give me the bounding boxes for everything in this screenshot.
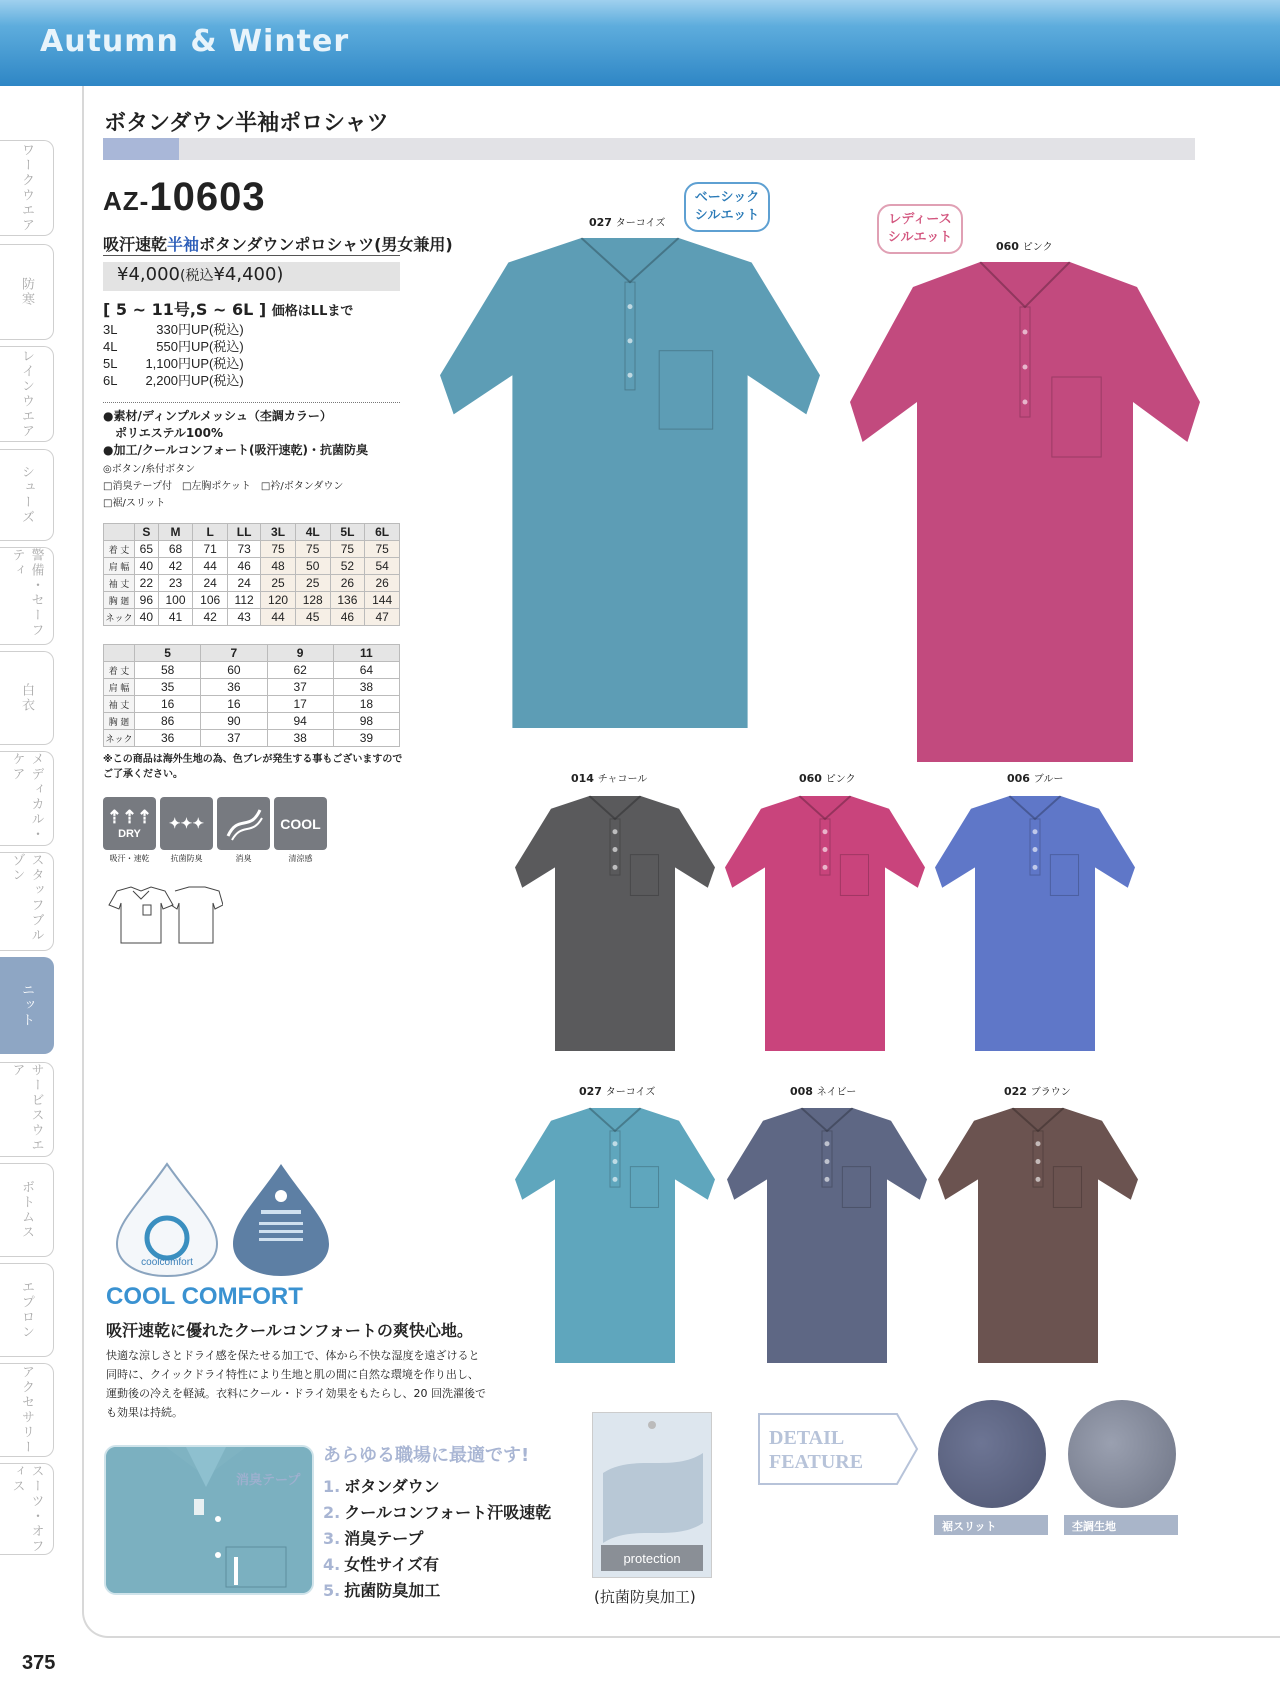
color-label: 060 ピンク xyxy=(996,240,1053,253)
size-range: [ 5 ~ 11号,S ~ 6L ] 価格はLLまで xyxy=(103,300,354,319)
sidebar-tab-label: サービスウエア xyxy=(9,1063,44,1153)
table-row: 肩 幅 35 36 37 38 xyxy=(104,679,400,696)
table-row: 胸 廻 86 90 94 98 xyxy=(104,713,400,730)
spec-line: ポリエステル100% xyxy=(115,426,223,440)
sidebar-tab-label: メディカル・ケア xyxy=(9,752,44,842)
size-header: M xyxy=(158,524,193,541)
feature-icon-0: ⇡⇡⇡ DRY 吸汗・速乾 xyxy=(103,797,156,864)
page-number: 375 xyxy=(22,1652,56,1674)
sidebar-tab-label: スーツ・オフィス xyxy=(9,1464,44,1554)
shirt-photo-pink xyxy=(725,796,925,1051)
table-row: 着 丈 65 68 71 73 75 75 75 75 xyxy=(104,541,400,558)
detail-label-slit: 裾スリット xyxy=(934,1515,1048,1535)
feature-list xyxy=(323,1474,551,1604)
color-label: 008 ネイビー xyxy=(790,1085,857,1098)
category-title: ボタンダウン半袖ポロシャツ xyxy=(104,111,389,136)
color-note: ※この商品は海外生地の為、色ブレが発生する事もございますのでご了承ください。 xyxy=(103,754,403,780)
color-label: 014 チャコール xyxy=(571,772,648,785)
sidebar-tab-label: 警備・セーフティ xyxy=(9,548,44,638)
size-header: 6L xyxy=(365,524,400,541)
features-heading: あらゆる職場に最適です! xyxy=(323,1445,530,1466)
color-label: 006 ブルー xyxy=(1007,772,1064,785)
sidebar-tab-label: ボトムス xyxy=(19,1180,34,1240)
upcharge-row: 6L 2,200円UP(税込) xyxy=(103,373,244,388)
feature-item: 3. 消臭テープ xyxy=(323,1529,424,1548)
size-header: 3L xyxy=(261,524,296,541)
table-row: 肩 幅 40 42 44 46 48 50 52 54 xyxy=(104,558,400,575)
hem-slit-photo xyxy=(938,1400,1046,1508)
color-label: 027 ターコイズ xyxy=(579,1085,656,1098)
fabric-photo xyxy=(1068,1400,1176,1508)
svg-text:DETAIL: DETAIL xyxy=(769,1427,845,1449)
sidebar-tab-label: ワークウエア xyxy=(19,143,34,233)
spec-line: ●素材/ディンプルメッシュ（杢調カラー） xyxy=(103,409,332,423)
size-header: S xyxy=(135,524,159,541)
product-subtitle: 吸汗速乾半袖ボタンダウンポロシャツ(男女兼用) xyxy=(103,235,453,254)
shirt-photo-charcoal xyxy=(515,796,715,1051)
cool-comfort-subheading: 吸汗速乾に優れたクールコンフォートの爽快心地。 xyxy=(106,1321,473,1340)
sidebar-tab-label: エプロン xyxy=(19,1280,34,1340)
detail-feature-badge xyxy=(757,1412,919,1486)
price-box: ¥4,000(税込¥4,400) xyxy=(103,262,400,291)
silver-caption: (抗菌防臭加工) xyxy=(594,1588,696,1606)
color-label: 060 ピンク xyxy=(799,772,856,785)
size-header: 9 xyxy=(267,645,333,662)
shirt-photo-brown xyxy=(938,1108,1138,1363)
sidebar-tab-label: アクセサリー xyxy=(19,1365,34,1455)
silver-protection-tag xyxy=(592,1412,712,1578)
ladies-silhouette-bubble: レディース シルエット xyxy=(877,204,963,254)
sidebar-tab-label: シューズ xyxy=(19,465,34,525)
feature-item: 5. 抗菌防臭加工 xyxy=(323,1581,441,1600)
cool-comfort-body: 快適な涼しさとドライ感を保たせる加工で、体から不快な湿度を遠ざけると同時に、クイックドライ特性により生地と肌の間に自然な環境を作り出し、運動後の冷えを軽減。衣料にクール・ドライ効果をもたらし、20 回洗濯後でも効果は持続。 xyxy=(106,1349,486,1419)
table-row: ネック 36 37 38 39 xyxy=(104,730,400,747)
size-header: 5L xyxy=(330,524,365,541)
table-row: 袖 丈 16 16 17 18 xyxy=(104,696,400,713)
size-header: LL xyxy=(228,524,261,541)
model-number: AZ-10603 xyxy=(103,175,266,219)
sidebar-tab-label: ニット xyxy=(19,983,34,1028)
size-header: 5 xyxy=(135,645,201,662)
color-label: 027 ターコイズ xyxy=(589,216,666,229)
upcharge-row: 3L 330円UP(税込) xyxy=(103,322,244,337)
sidebar-tab-label: 白衣 xyxy=(19,683,34,713)
table-row: 袖 丈 22 23 24 24 25 25 26 26 xyxy=(104,575,400,592)
sidebar-tab-label: レインウエア xyxy=(19,349,34,439)
table-row: 胸 廻 96 100 106 112 120 128 136 144 xyxy=(104,592,400,609)
table-row: 着 丈 58 60 62 64 xyxy=(104,662,400,679)
option-line: □消臭テープ付 □左胸ポケット □衿/ボタンダウン xyxy=(103,481,344,492)
silver-protection-text: protection xyxy=(623,1551,681,1566)
feature-icon-1: ✦✦✦ 抗菌防臭 xyxy=(160,797,213,864)
deodorant-tape-label: 消臭テープ xyxy=(236,1473,301,1488)
feature-icon-2: 消臭 xyxy=(217,797,270,864)
color-label: 022 ブラウン xyxy=(1004,1085,1071,1098)
shirt-photo-turquoise-large xyxy=(440,238,820,728)
sidebar-tab-label: スタッフブルゾン xyxy=(9,853,44,943)
season-title: Autumn & Winter xyxy=(40,24,350,59)
shirt-photo-navy xyxy=(727,1108,927,1363)
feature-item: 4. 女性サイズ有 xyxy=(323,1555,439,1574)
svg-text:FEATURE: FEATURE xyxy=(769,1451,864,1473)
coolcomfort-logo xyxy=(109,1160,339,1278)
size-header: 11 xyxy=(333,645,399,662)
cool-comfort-heading: COOL COMFORT xyxy=(106,1283,303,1310)
feature-item: 2. クールコンフォート汗吸速乾 xyxy=(323,1503,552,1522)
size-header: 7 xyxy=(201,645,267,662)
shirt-photo-blue xyxy=(935,796,1135,1051)
upcharge-row: 5L 1,100円UP(税込) xyxy=(103,356,244,371)
spec-line: ●加工/クールコンフォート(吸汗速乾)・抗菌防臭 xyxy=(103,443,368,457)
upcharge-row: 4L 550円UP(税込) xyxy=(103,339,244,354)
feature-icon-3: COOL 清涼感 xyxy=(274,797,327,864)
collar-closeup xyxy=(104,1445,314,1595)
shirt-photo-pink-large xyxy=(850,262,1200,762)
feature-item: 1. ボタンダウン xyxy=(323,1477,440,1496)
table-row: ネック 40 41 42 43 44 45 46 47 xyxy=(104,609,400,626)
basic-silhouette-bubble: ベーシック シルエット xyxy=(684,182,770,232)
option-line: □裾/スリット xyxy=(103,498,166,509)
coolcomfort-logo-text: coolcomfort xyxy=(141,1257,193,1268)
size-header: 4L xyxy=(295,524,330,541)
detail-label-fabric: 杢調生地 xyxy=(1064,1515,1178,1535)
size-header: L xyxy=(193,524,228,541)
shirt-photo-turquoise xyxy=(515,1108,715,1363)
sidebar-tab-label: 防寒 xyxy=(19,277,34,307)
option-line: ◎ボタン/糸付ボタン xyxy=(103,464,196,475)
